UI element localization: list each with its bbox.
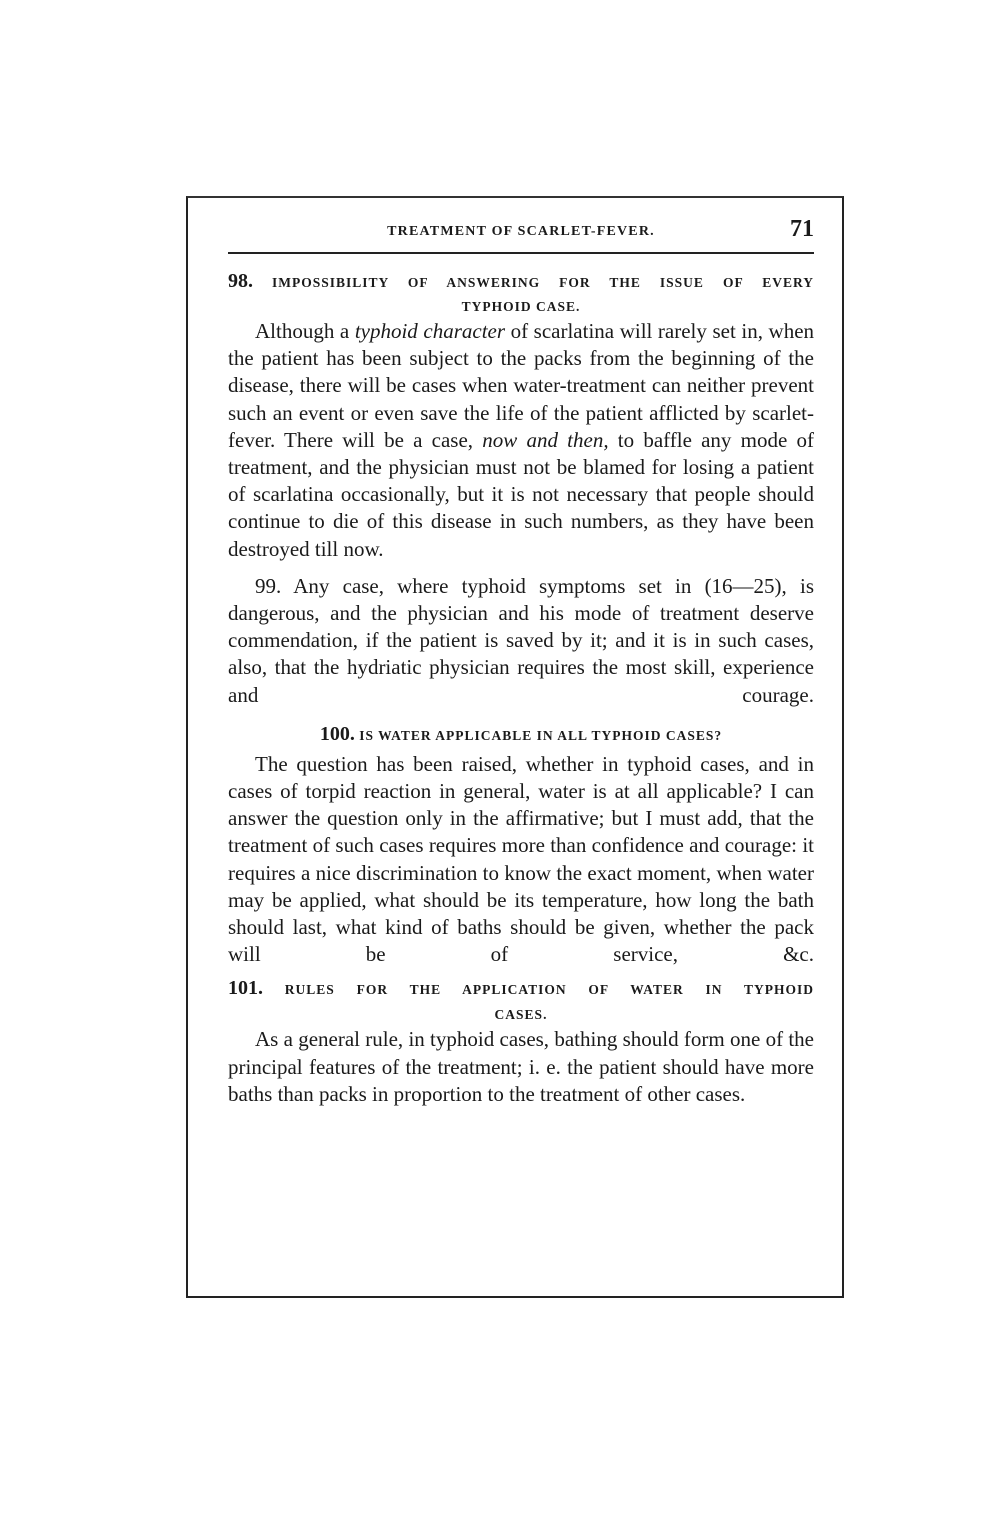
section-98-number: 98. bbox=[228, 270, 253, 292]
section-98-title-line1: IMPOSSIBILITY OF ANSWERING FOR THE ISSUE OF EVERY bbox=[272, 275, 814, 290]
section-101-number: 101. bbox=[228, 977, 263, 1000]
section-98-italic-phrase: typhoid character bbox=[354, 319, 506, 343]
section-98-italic-phrase2: now and then, bbox=[482, 427, 609, 452]
section-100-heading bbox=[228, 719, 814, 751]
section-99-paragraph: 99. Any case, where typhoid symptoms set in (16—25), is dangerous, and the physician and his mode of treatment deserve commendation, if the patient is saved by it; and it is in such cases, also, that the hydriatic physician requires the most skill, experience and courage. bbox=[228, 573, 814, 707]
page-number: 71 bbox=[790, 216, 814, 242]
section-101-paragraph: As a general rule, in typhoid cases, bathing should form one of the principal features of the treatment; i. e. the patient should have more baths than packs in proportion to the treatment of other cases. bbox=[228, 1027, 814, 1106]
section-101-title-line1: RULES FOR THE APPLICATION OF WATER IN TYPHOID bbox=[284, 982, 815, 998]
page-header bbox=[228, 214, 814, 254]
section-98-paragraph bbox=[228, 318, 814, 563]
section-100-title: IS WATER APPLICABLE IN ALL TYPHOID CASES? bbox=[359, 727, 723, 743]
running-title: TREATMENT OF SCARLET-FEVER. bbox=[387, 224, 655, 239]
section-98-text-before: Although a bbox=[255, 319, 355, 343]
section-101-title-line2: CASES. bbox=[494, 1007, 548, 1023]
section-100-paragraph: The question has been raised, whether in typhoid cases, and in cases of torpid reaction in general, water is at all applicable? I can answer the question only in the affirmative; but I must add, that the treatment of such cases requires more than confidence and courage: it requires a nice discrimination to know the exact moment, when water may be applied, what should be its temperature, how long the bath should last, what kind of baths should be given, whether the pack will be of service, &c. bbox=[228, 751, 814, 967]
section-98-title-line2: TYPHOID CASE. bbox=[461, 299, 581, 314]
section-98-text-after: to baffle any mode of treatment, and the physician must not be blamed for losing a patient of scarlatina occasionally, but it is not necessary that people should continue to die of this disease in such numbers, as they have been destroyed till now. bbox=[228, 427, 814, 561]
section-101-heading bbox=[228, 974, 814, 1004]
section-98-text-mid: of scarlatina will rarely set in, when the patient has been subject to the packs from the beginning of the disease, there will be cases when water-treatment can neither prevent such an event or even save the life of the patient afflicted by scarlet-fever. There will be a case, bbox=[228, 319, 815, 452]
page-content bbox=[228, 214, 814, 1108]
section-100-number: 100. bbox=[319, 722, 355, 745]
section-98-heading bbox=[228, 268, 814, 296]
